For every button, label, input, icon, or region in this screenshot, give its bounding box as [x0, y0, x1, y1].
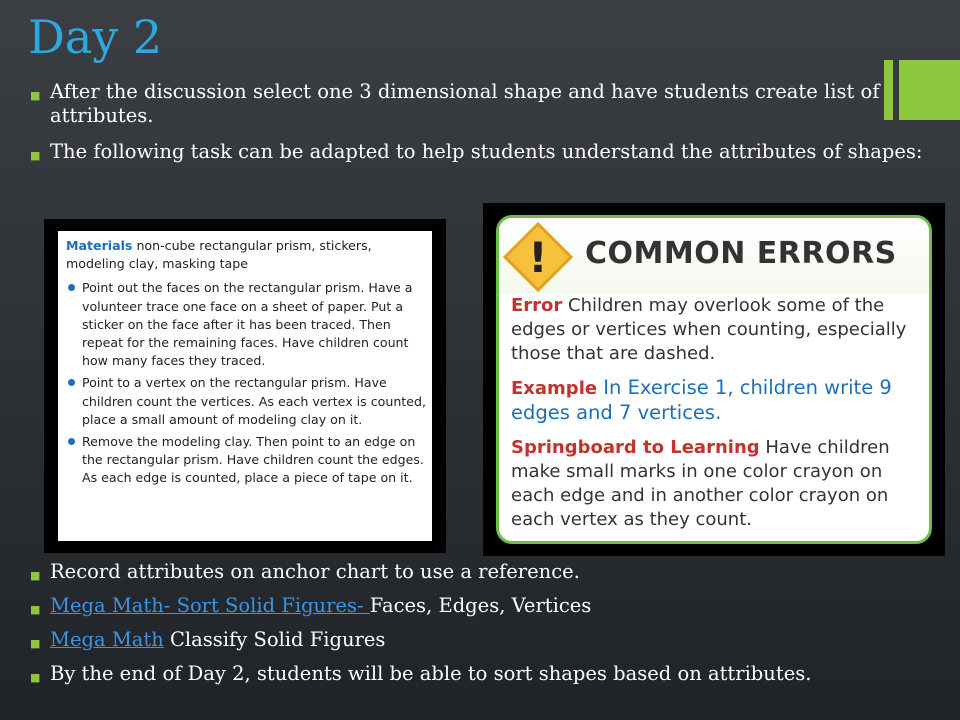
bullet-item [30, 80, 935, 128]
bullet-item [30, 628, 935, 652]
task-step-text: Point out the faces on the rectangular prism. Have a volunteer trace one face on a sheet of paper. Put a sticker on the face after it has been traced. Then repeat for the remaining faces. Have children count how many faces they traced. [82, 280, 413, 369]
mega-math-sort-link[interactable]: Mega Math- Sort Solid Figures- [50, 594, 370, 617]
task-step-text: Remove the modeling clay. Then point to an edge on the rectangular prism. Have children count the edges. As each edge is counted, place a piece of tape on it. [82, 434, 424, 486]
common-errors-card [496, 215, 932, 544]
bullet-text: Faces, Edges, Vertices [369, 594, 592, 617]
materials-card [58, 231, 432, 541]
bullet-item [30, 560, 935, 584]
bullet-text: The following task can be adapted to help students understand the attributes of shapes: [50, 140, 923, 163]
mega-math-classify-link[interactable]: Mega Math [50, 628, 164, 651]
springboard-paragraph [511, 436, 919, 532]
bullet-square-icon: ■ [30, 89, 41, 102]
example-text: In Exercise 1, children write 9 edges and 7 vertices. [511, 376, 892, 424]
task-step [66, 279, 426, 370]
card-header [499, 218, 929, 294]
bullet-square-icon: ■ [30, 603, 41, 616]
bottom-bullet-list [30, 560, 935, 696]
warning-icon [501, 220, 575, 294]
springboard-label: Springboard to Learning [511, 437, 760, 458]
bullet-square-icon: ■ [30, 671, 41, 684]
bullet-text: By the end of Day 2, students will be able to sort shapes based on attributes. [50, 662, 812, 685]
task-steps [66, 279, 426, 487]
task-step [66, 433, 426, 488]
slide-title: Day 2 [28, 10, 163, 64]
bullet-text: Record attributes on anchor chart to use a reference. [50, 560, 580, 583]
bullet-item [30, 140, 935, 164]
materials-label: Materials [66, 238, 133, 253]
bullet-item [30, 594, 935, 618]
materials-task-image [44, 219, 446, 553]
bullet-item [30, 662, 935, 686]
bullet-dot-icon [68, 284, 75, 291]
error-label: Error [511, 295, 563, 316]
task-step-text: Point to a vertex on the rectangular prism. Have children count the vertices. As each vertex is counted, place a small amount of modeling clay on it. [82, 375, 426, 427]
materials-text: non-cube rectangular prism, stickers, modeling clay, masking tape [66, 238, 372, 272]
bullet-text: After the discussion select one 3 dimensional shape and have students create list of attributes. [50, 80, 880, 127]
bullet-square-icon: ■ [30, 569, 41, 582]
card-body [511, 294, 919, 542]
task-step [66, 374, 426, 429]
error-text: Children may overlook some of the edges or vertices when counting, especially those that are dashed. [511, 295, 907, 364]
bullet-square-icon: ■ [30, 149, 41, 162]
top-bullet-list [30, 80, 935, 176]
error-paragraph [511, 294, 919, 366]
bullet-text: Classify Solid Figures [163, 628, 386, 651]
bullet-dot-icon [68, 379, 75, 386]
card-title: COMMON ERRORS [585, 236, 897, 271]
warning-glyph: ! [528, 233, 548, 282]
springboard-text: Have children make small marks in one color crayon on each edge and in another color crayon on each vertex as they count. [511, 437, 890, 530]
materials-line [66, 237, 426, 273]
example-paragraph [511, 376, 919, 426]
bullet-square-icon: ■ [30, 637, 41, 650]
example-label: Example [511, 378, 598, 399]
common-errors-image [483, 203, 945, 556]
bullet-dot-icon [68, 438, 75, 445]
